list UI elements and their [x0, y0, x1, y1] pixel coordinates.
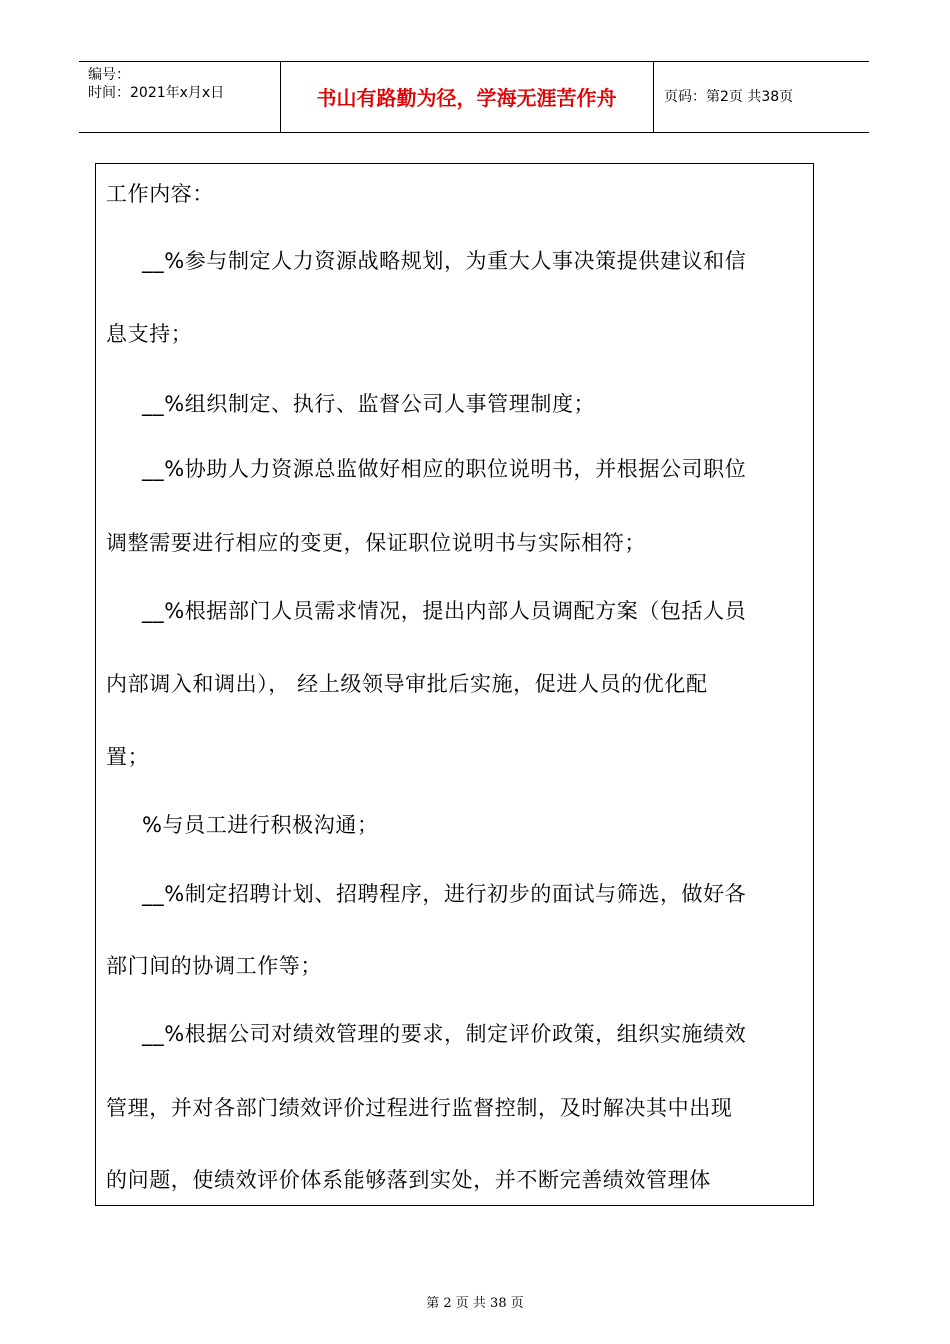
content-line: __%根据部门人员需求情况，提出内部人员调配方案（包括人员 — [142, 599, 747, 623]
page-header — [79, 61, 869, 133]
document-number-label: 编号： — [88, 67, 130, 83]
header-motto: 书山有路勤为径，学海无涯苦作舟 — [316, 86, 617, 110]
document-date-label: 时间：2021年x月x日 — [88, 85, 225, 101]
header-page-info: 页码：第2页 共38页 — [664, 89, 794, 105]
content-line: 部门间的协调工作等； — [106, 954, 322, 978]
content-line: __%制定招聘计划、招聘程序，进行初步的面试与筛选，做好各 — [142, 882, 747, 906]
content-box — [95, 163, 814, 1206]
content-line: __%协助人力资源总监做好相应的职位说明书，并根据公司职位 — [142, 457, 747, 481]
content-line: %与员工进行积极沟通； — [142, 813, 379, 837]
header-page-cell — [654, 62, 869, 132]
content-line: 内部调入和调出）， 经上级领导审批后实施，促进人员的优化配 — [106, 672, 708, 696]
content-line: __%参与制定人力资源战略规划，为重大人事决策提供建议和信 — [142, 249, 747, 273]
page-footer: 第 2 页 共 38 页 — [426, 1296, 524, 1311]
header-motto-cell — [280, 62, 654, 132]
content-line: __%根据公司对绩效管理的要求，制定评价政策，组织实施绩效 — [142, 1022, 747, 1046]
content-line: 管理，并对各部门绩效评价过程进行监督控制，及时解决其中出现 — [106, 1096, 733, 1120]
content-line: __%组织制定、执行、监督公司人事管理制度； — [142, 392, 596, 416]
section-heading: 工作内容： — [106, 182, 214, 206]
content-line: 置； — [106, 745, 150, 769]
content-line: 的问题，使绩效评价体系能够落到实处，并不断完善绩效管理体 — [106, 1168, 711, 1192]
header-meta-cell — [79, 62, 281, 132]
content-line: 息支持； — [106, 322, 193, 346]
content-line: 调整需要进行相应的变更，保证职位说明书与实际相符； — [106, 531, 646, 555]
